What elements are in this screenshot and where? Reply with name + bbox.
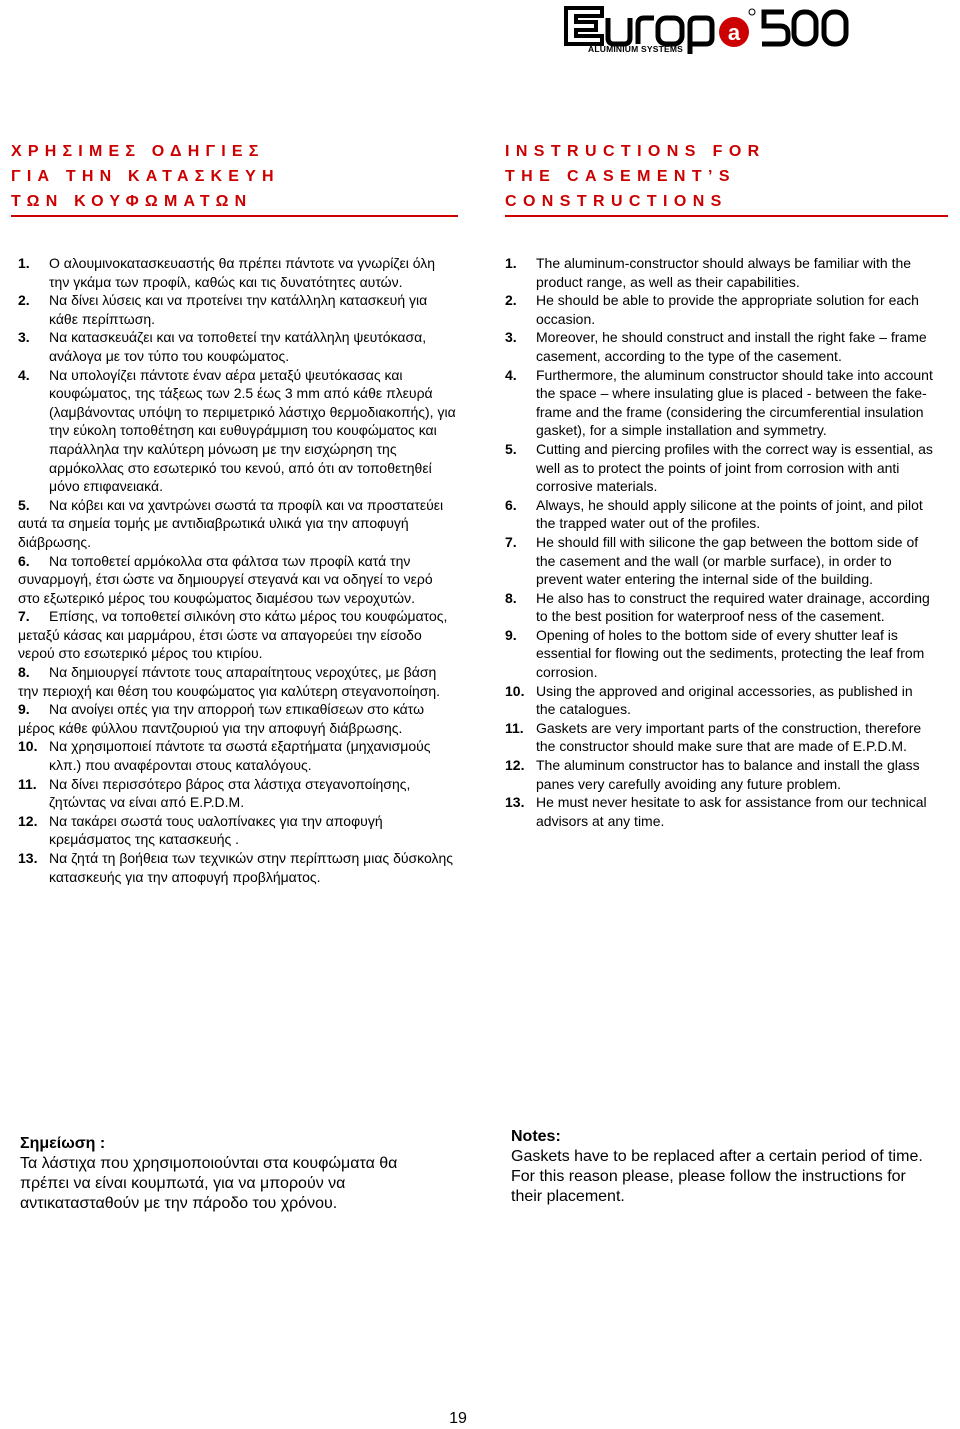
heading-english bbox=[505, 139, 766, 214]
item-number: 13. bbox=[18, 850, 38, 866]
list-item bbox=[505, 533, 935, 589]
item-text: Cutting and piercing profiles with the correct way is essential, as well as to protect the points of joint from corrosion with anti corrosive materials. bbox=[536, 440, 933, 495]
item-text: Να υπολογίζει πάντοτε έναν αέρα μεταξύ ψευτόκασας και κουφώματος, της τάξεως των 2.5 έως 3 mm από κάθε πλευρά (λαμβάνοντας υπόψη το περιμετρικό λάστιχο θερμοδιακοπής), για την εύκολη τοποθέτηση και ευθυγράμμιση του κουφώματος και παράλληλα την καλύτερη μόνωση με την εισχώρηση της αρμόκολλας στο εσωτερικό του κενού, από ότι αν τοποθετηθεί μόνο επιφανειακά. bbox=[49, 366, 456, 495]
item-number: 12. bbox=[18, 812, 38, 829]
item-text: Να τοποθετεί αρμόκολλα στα φάλτσα των προφίλ κατά την συναρμογή, έτσι ώστε να δημιουργεί στεγανά και να οδηγεί το νερό στο εξωτερικό μέρος του κουφώματος διαμέσου των νεροχυτών. bbox=[18, 552, 433, 606]
list-item bbox=[505, 254, 935, 291]
list-item bbox=[505, 756, 935, 793]
item-text: Opening of holes to the bottom side of every shutter leaf is essential for flowing out the sediments, protecting the leaf from corrosion. bbox=[536, 626, 925, 681]
instructions-list-english bbox=[505, 254, 935, 830]
item-text: Using the approved and original accessories, as published in the catalogues. bbox=[536, 682, 913, 718]
item-number: 3. bbox=[18, 329, 30, 346]
item-text: Always, he should apply silicone at the points of joint, and pilot the trapped water out of the profiles. bbox=[536, 496, 923, 532]
list-item bbox=[505, 440, 935, 496]
list-item bbox=[18, 607, 458, 663]
item-number: 1. bbox=[18, 255, 30, 271]
list-item bbox=[505, 719, 935, 756]
item-text: Furthermore, the aluminum constructor should take into account the space – where insulating glue is placed - between the fake-frame and the frame (considering the circumferential insulation gasket), for a simple installation and symmetry. bbox=[536, 366, 933, 439]
item-text: He also has to construct the required water drainage, according to the best position for waterproof ness of the casement. bbox=[536, 589, 930, 625]
item-number: 2. bbox=[505, 292, 517, 309]
item-text: He must never hesitate to ask for assistance from our technical advisors at any time. bbox=[536, 794, 927, 829]
item-text: Να κατασκευάζει και να τοποθετεί την κατάλληλη ψευτόκασα, ανάλογα με τον τύπο του κουφώματος. bbox=[49, 329, 427, 364]
item-text: Να κόβει και να χαντρώνει σωστά τα προφίλ και να προστατεύει αυτά τα σημεία τομής με αντιδιαβρωτικά υλικά για την αποφυγή διάβρωσης. bbox=[18, 496, 444, 550]
item-number: 10. bbox=[505, 682, 525, 699]
list-item bbox=[18, 849, 458, 886]
item-text: Να ανοίγει οπές για την απορροή των επικαθίσεων στο κάτω μέρος κάθε φύλλου παντζουριού για την αποφυγή διάβρωσης. bbox=[18, 701, 424, 736]
item-text: He should fill with silicone the gap between the bottom side of the casement and the wall (or marble surface), in order to prevent water entering the internal side of the building. bbox=[536, 533, 919, 588]
item-text: Να δίνει περισσότερο βάρος στα λάστιχα στεγανοποίησης, ζητώντας να είναι από E.P.D.M. bbox=[49, 775, 411, 811]
item-number: 4. bbox=[18, 366, 30, 383]
item-number: 6. bbox=[18, 552, 30, 569]
item-number: 7. bbox=[18, 608, 30, 625]
list-item bbox=[18, 552, 458, 608]
list-item bbox=[18, 328, 458, 365]
list-item bbox=[505, 626, 935, 682]
list-item bbox=[18, 366, 458, 496]
item-text: The aluminum constructor has to balance and install the glass panes very carefully avoiding any future problem. bbox=[536, 757, 920, 792]
list-item bbox=[18, 663, 458, 700]
item-number: 13. bbox=[505, 794, 525, 811]
logo-subtitle: ALUMINIUM SYSTEMS bbox=[588, 44, 684, 54]
item-number: 9. bbox=[505, 626, 517, 643]
item-number: 11. bbox=[505, 719, 524, 736]
note-greek-text: Τα λάστιχα που χρησιμοποιούνται στα κουφώματα θα πρέπει να είναι κουμπωτά, για να μπορούν να αντικατασταθούν με την πάροδο του χρόνου. bbox=[20, 1155, 398, 1212]
item-text: Να δημιουργεί πάντοτε τους απαραίτητους νεροχύτες, με βάση την περιοχή και θέση του κουφώματος για καλύτερη στεγανοποίηση. bbox=[18, 664, 441, 699]
item-text: Να δίνει λύσεις και να προτείνει την κατάλληλη κατασκευή για κάθε περίπτωση. bbox=[49, 292, 428, 327]
instructions-list-greek bbox=[18, 254, 458, 886]
note-english-title: Notes: bbox=[511, 1128, 561, 1145]
note-english-text: Gaskets have to be replaced after a certain period of time. For this reason please, please follow the instructions for their placement. bbox=[511, 1148, 923, 1205]
item-text: Να τακάρει σωστά τους υαλοπίνακες για την αποφυγή κρεμάσματος της κατασκευής . bbox=[49, 812, 383, 848]
note-greek bbox=[20, 1134, 450, 1214]
list-item bbox=[18, 254, 458, 291]
heading-english-line-1: INSTRUCTIONS FOR bbox=[505, 143, 766, 160]
item-number: 2. bbox=[18, 292, 30, 309]
divider-english bbox=[505, 215, 948, 217]
item-text: He should be able to provide the appropriate solution for each occasion. bbox=[536, 292, 919, 327]
europa-500-logo bbox=[562, 2, 852, 60]
item-number: 5. bbox=[505, 440, 517, 457]
item-number: 11. bbox=[18, 775, 37, 792]
item-text: Επίσης, να τοποθετεί σιλικόνη στο κάτω μέρος του κουφώματος, μεταξύ κάσας και μαρμάρου, έτσι ώστε να απαγορεύει την είσοδο νερού στο εσωτερικό μέρος του κτιρίου. bbox=[18, 608, 448, 662]
heading-greek-line-3: ΤΩΝ ΚΟΥΦΩΜΑΤΩΝ bbox=[11, 193, 253, 210]
item-text: Gaskets are very important parts of the construction, therefore the constructor should make sure that are made of E.P.D.M. bbox=[536, 719, 922, 755]
heading-greek-line-2: ΓΙΑ ΤΗΝ ΚΑΤΑΣΚΕΥΗ bbox=[11, 168, 280, 185]
item-number: 7. bbox=[505, 533, 517, 550]
list-item bbox=[18, 291, 458, 328]
heading-english-line-2: THE CASEMENT’S bbox=[505, 168, 736, 185]
item-number: 12. bbox=[505, 757, 525, 774]
list-item bbox=[505, 366, 935, 440]
note-greek-title: Σημείωση : bbox=[20, 1135, 106, 1152]
heading-greek bbox=[11, 139, 280, 214]
heading-english-line-3: CONSTRUCTIONS bbox=[505, 193, 728, 210]
item-text: Να ζητά τη βοήθεια των τεχνικών στην περίπτωση μιας δύσκολης κατασκευής για την αποφυγή προβλήματος. bbox=[49, 850, 454, 885]
list-item bbox=[505, 328, 935, 365]
item-number: 4. bbox=[505, 366, 517, 383]
item-text: Να χρησιμοποιεί πάντοτε τα σωστά εξαρτήματα (μηχανισμούς κλπ.) που αναφέρονται στους καταλόγους. bbox=[49, 738, 431, 774]
list-item bbox=[505, 496, 935, 533]
page-number: 19 bbox=[449, 1410, 467, 1427]
item-number: 5. bbox=[18, 496, 30, 513]
list-item bbox=[18, 700, 458, 737]
list-item bbox=[18, 737, 458, 774]
list-item bbox=[505, 793, 935, 830]
item-number: 8. bbox=[505, 589, 517, 606]
item-text: The aluminum-constructor should always be familiar with the product range, as well as their capabilities. bbox=[536, 255, 912, 290]
list-item bbox=[18, 775, 458, 812]
list-item bbox=[505, 589, 935, 626]
item-number: 6. bbox=[505, 496, 517, 513]
heading-greek-line-1: ΧΡΗΣΙΜΕΣ ΟΔΗΓΙΕΣ bbox=[11, 143, 265, 160]
item-number: 10. bbox=[18, 738, 38, 755]
item-number: 1. bbox=[505, 255, 517, 271]
list-item bbox=[18, 812, 458, 849]
list-item bbox=[505, 682, 935, 719]
note-english bbox=[511, 1127, 941, 1207]
divider-greek bbox=[11, 215, 458, 217]
item-text: Moreover, he should construct and install the right fake – frame casement, according to the type of the casement. bbox=[536, 329, 927, 364]
item-text: Ο αλουμινοκατασκευαστής θα πρέπει πάντοτε να γνωρίζει όλη την γκάμα των προφίλ, καθώς και τις δυνατότητες αυτών. bbox=[49, 255, 436, 290]
item-number: 9. bbox=[18, 701, 30, 718]
svg-text:a: a bbox=[727, 20, 741, 45]
list-item bbox=[18, 496, 458, 552]
item-number: 3. bbox=[505, 329, 517, 346]
item-number: 8. bbox=[18, 664, 30, 681]
list-item bbox=[505, 291, 935, 328]
